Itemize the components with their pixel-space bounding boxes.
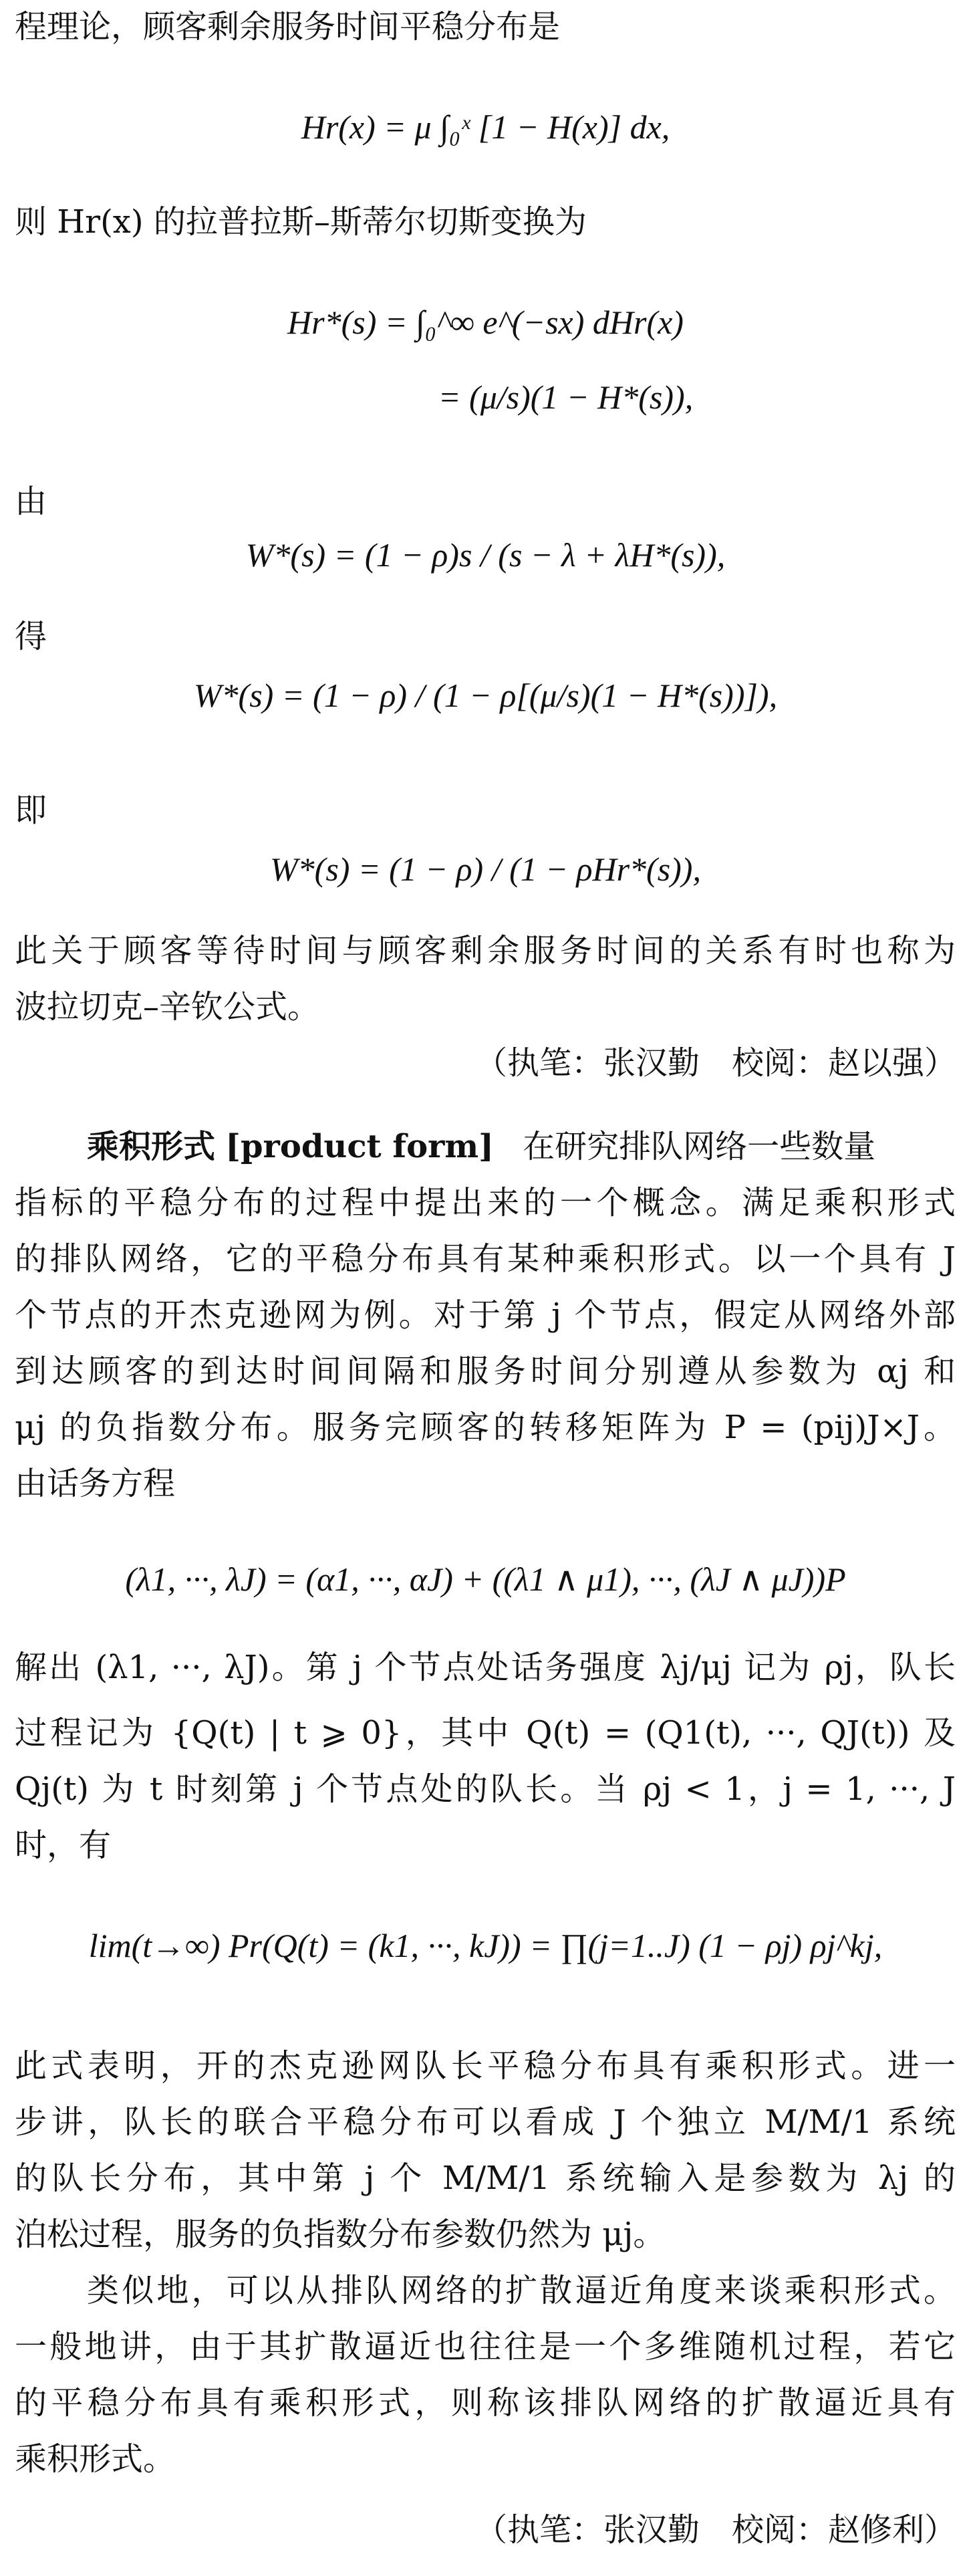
text-line: 则 Hr(x) 的拉普拉斯–斯蒂尔切斯变换为 — [15, 203, 587, 241]
credit-line: （执笔：张汉勤 校阅：赵修利） — [474, 2511, 956, 2549]
text-line: 即 — [15, 792, 47, 829]
text-line: 类似地，可以从排队网络的扩散逼近角度来谈乘积形式。 — [87, 2272, 956, 2309]
text-line: 此关于顾客等待时间与顾客剩余服务时间的关系有时也称为 — [15, 932, 956, 969]
text-line: 指标的平稳分布的过程中提出来的一个概念。满足乘积形式 — [15, 1184, 956, 1221]
equation: (λ1, ···, λJ) = (α1, ···, αJ) + ((λ1 ∧ μ1), ···, (λJ ∧ μJ))P — [125, 1560, 846, 1598]
text-line: 波拉切克–辛钦公式。 — [15, 988, 320, 1026]
text-line: 解出 (λ1, ···, λJ)。第 j 个节点处话务强度 λj/μj 记为 ρj，队长 — [15, 1649, 956, 1686]
text-line: 过程记为 {Q(t) | t ⩾ 0}，其中 Q(t) = (Q1(t), ···, QJ(t)) 及 — [15, 1714, 956, 1752]
text-fragment: 在研究排队网络一些数量 — [523, 1128, 876, 1165]
equation: lim(t→∞) Pr(Q(t) = (k1, ···, kJ)) = ∏(j=1..J) (1 − ρj) ρj^kj, — [88, 1927, 883, 1964]
text-line: 的排队网络，它的平稳分布具有某种乘积形式。以一个具有 J — [15, 1240, 956, 1278]
text-line: 个节点的开杰克逊网为例。对于第 j 个节点，假定从网络外部 — [15, 1296, 956, 1334]
equation: Hr*(s) = ∫₀^∞ e^(−sx) dHr(x) — [287, 304, 684, 341]
text-line: 到达顾客的到达时间间隔和服务时间分别遵从参数为 αj 和 — [15, 1353, 956, 1390]
text-line: 程理论，顾客剩余服务时间平稳分布是 — [15, 8, 561, 45]
text-line: 时，有 — [15, 1827, 112, 1864]
equation: Hr(x) = μ ∫₀ˣ [1 − H(x)] dx, — [301, 108, 670, 146]
entry-heading-line — [87, 1125, 875, 1168]
entry-term-english: [product form] — [225, 1128, 494, 1165]
equation: W*(s) = (1 − ρ) / (1 − ρ[(μ/s)(1 − H*(s))]), — [193, 677, 778, 714]
equation: W*(s) = (1 − ρ) / (1 − ρHr*(s)), — [270, 850, 701, 888]
text-line: 步讲，队长的联合平稳分布可以看成 J 个独立 M/M/1 系统 — [15, 2103, 956, 2141]
credit-line: （执笔：张汉勤 校阅：赵以强） — [474, 1044, 956, 1082]
text-line: 此式表明，开的杰克逊网队长平稳分布具有乘积形式。进一 — [15, 2047, 956, 2085]
text-line: 一般地讲，由于其扩散逼近也往往是一个多维随机过程，若它 — [15, 2328, 956, 2365]
text-line: 得 — [15, 618, 47, 655]
text-line: μj 的负指数分布。服务完顾客的转移矩阵为 P = (pij)J×J。 — [15, 1409, 956, 1446]
text-line: 由 — [15, 483, 47, 520]
text-line: Qj(t) 为 t 时刻第 j 个节点处的队长。当 ρj < 1，j = 1, ···, J — [15, 1770, 956, 1808]
equation: = (μ/s)(1 − H*(s)), — [438, 378, 694, 416]
equation: W*(s) = (1 − ρ)s / (s − λ + λH*(s)), — [245, 536, 726, 574]
text-line: 的队长分布，其中第 j 个 M/M/1 系统输入是参数为 λj 的 — [15, 2159, 956, 2197]
text-line: 泊松过程，服务的负指数分布参数仍然为 μj。 — [15, 2216, 666, 2253]
entry-term: 乘积形式 — [87, 1128, 216, 1165]
text-line: 乘积形式。 — [15, 2440, 176, 2478]
text-line: 由话务方程 — [15, 1465, 176, 1502]
text-line: 的平稳分布具有乘积形式，则称该排队网络的扩散逼近具有 — [15, 2384, 956, 2422]
